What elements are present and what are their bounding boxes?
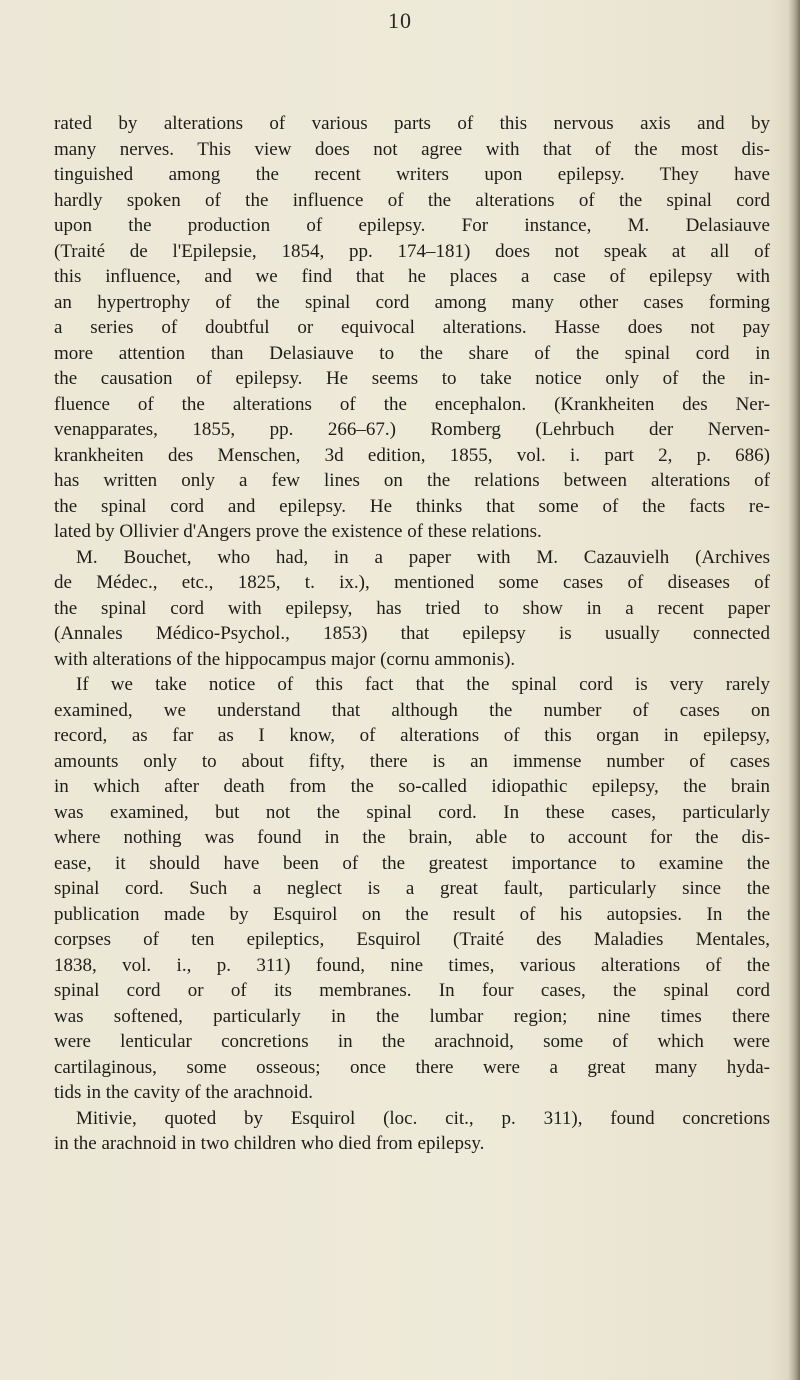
text-line: spinal cord or of its membranes. In four cases, the spinal cord	[54, 980, 770, 1001]
text-line: in which after death from the so-called idiopathic epilepsy, the brain	[54, 776, 770, 797]
text-line: M. Bouchet, who had, in a paper with M. Cazauvielh (Archives	[76, 546, 770, 568]
text-line: an hypertrophy of the spinal cord among many other cases forming	[54, 291, 770, 313]
text-line: record, as far as I know, of alterations of this organ in epilepsy,	[54, 725, 770, 746]
text-line: ease, it should have been of the greatest importance to examine the	[54, 852, 770, 874]
text-line: were lenticular concretions in the arachnoid, some of which were	[54, 1031, 770, 1052]
text-line: has written only a few lines on the relations between alterations of	[54, 470, 770, 491]
text-line: was examined, but not the spinal cord. In these cases, particularly	[54, 801, 770, 823]
text-line: lated by Ollivier d'Angers prove the existence of these relations.	[54, 521, 542, 542]
text-line: rated by alterations of various parts of this nervous axis and by	[54, 113, 770, 134]
text-line: where nothing was found in the brain, able to account for the dis-	[54, 827, 770, 848]
text-line: tids in the cavity of the arachnoid.	[54, 1082, 314, 1103]
text-line: If we take notice of this fact that the spinal cord is very rarely	[76, 674, 770, 695]
text-line: the causation of epilepsy. He seems to take notice only of the in-	[54, 368, 770, 389]
text-line: krankheiten des Menschen, 3d edition, 1855, vol. i. part 2, p. 686)	[54, 444, 770, 466]
body-text	[54, 111, 770, 1157]
text-line: hardly spoken of the influence of the alterations of the spinal cord	[54, 189, 770, 211]
text-line: publication made by Esquirol on the result of his autopsies. In the	[54, 903, 770, 925]
text-line: corpses of ten epileptics, Esquirol (Traité des Maladies Mentales,	[54, 929, 770, 950]
text-line: 1838, vol. i., p. 311) found, nine times, various alterations of the	[54, 954, 770, 976]
text-line: de Médec., etc., 1825, t. ix.), mentioned some cases of diseases of	[54, 572, 770, 593]
text-line: amounts only to about fifty, there is an immense number of cases	[54, 750, 770, 772]
page-number: 10	[388, 8, 412, 33]
page-edge-shadow	[788, 0, 800, 1380]
text-line: with alterations of the hippocampus major (cornu ammonis).	[54, 648, 516, 670]
text-line: in the arachnoid in two children who died from epilepsy.	[54, 1133, 485, 1154]
text-line: the spinal cord and epilepsy. He thinks that some of the facts re-	[54, 495, 770, 517]
text-line: (Annales Médico-Psychol., 1853) that epilepsy is usually connected	[54, 623, 770, 644]
text-line: the spinal cord with epilepsy, has tried to show in a recent paper	[54, 597, 770, 619]
text-line: more attention than Delasiauve to the share of the spinal cord in	[54, 342, 770, 364]
text-line: Mitivie, quoted by Esquirol (loc. cit., p. 311), found concretions	[76, 1107, 770, 1129]
text-line: fluence of the alterations of the encephalon. (Krankheiten des Ner-	[54, 393, 770, 415]
text-line: venapparates, 1855, pp. 266–67.) Romberg (Lehrbuch der Nerven-	[54, 419, 770, 440]
text-line: a series of doubtful or equivocal alterations. Hasse does not pay	[54, 317, 770, 338]
text-line: was softened, particularly in the lumbar region; nine times there	[54, 1005, 770, 1027]
text-line: spinal cord. Such a neglect is a great fault, particularly since the	[54, 878, 770, 899]
text-line: (Traité de l'Epilepsie, 1854, pp. 174–181) does not speak at all of	[54, 240, 770, 262]
text-line: tinguished among the recent writers upon epilepsy. They have	[54, 164, 770, 185]
text-line: upon the production of epilepsy. For instance, M. Delasiauve	[54, 215, 770, 236]
text-line: many nerves. This view does not agree with that of the most dis-	[54, 138, 770, 160]
text-line: cartilaginous, some osseous; once there were a great many hyda-	[54, 1056, 770, 1078]
text-line: examined, we understand that although the number of cases on	[54, 699, 770, 721]
text-line: this influence, and we find that he places a case of epilepsy with	[54, 266, 770, 287]
